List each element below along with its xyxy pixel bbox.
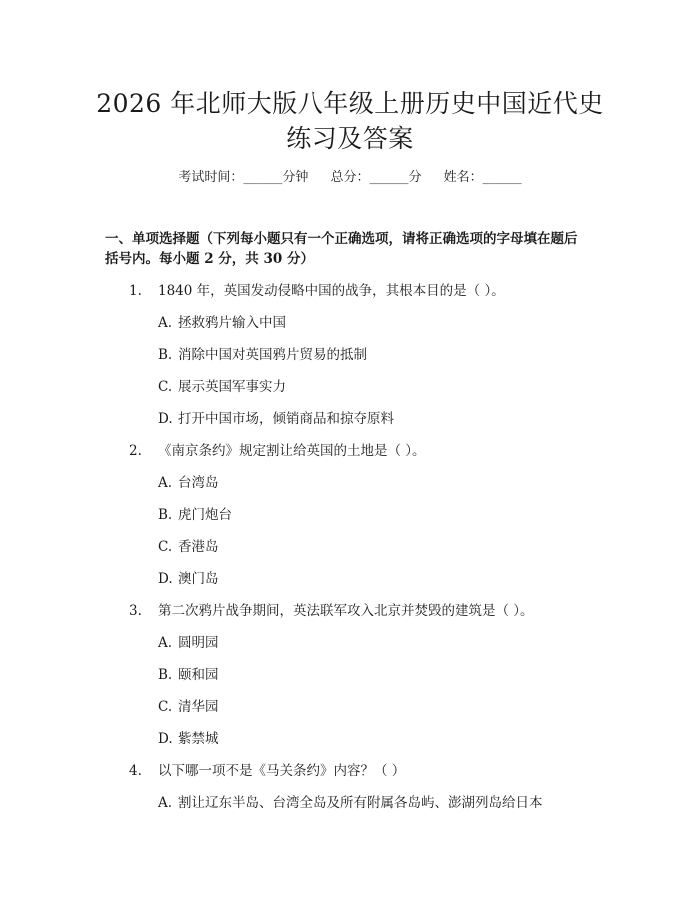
question-stem [0,755,700,787]
question-text: 第二次鸦片战争期间，英法联军攻入北京并焚毁的建筑是（ ）。 [158,603,534,619]
option-text: 台湾岛 [178,475,219,491]
question-number: 4. [129,763,142,779]
option-text: 紫禁城 [178,731,219,747]
question-number: 1. [129,283,142,299]
option-c [0,371,700,403]
option-c [0,691,700,723]
option-letter: B. [158,507,173,523]
option-letter: D. [158,411,173,427]
option-d [0,403,700,435]
question-stem [0,435,700,467]
option-letter: A. [158,635,173,651]
document-title-line-2: 练习及答案 [286,124,414,153]
question-3 [0,595,700,755]
option-text: 割让辽东半岛、台湾全岛及所有附属各岛屿、澎湖列岛给日本 [178,795,543,811]
question-1 [0,275,700,435]
option-b [0,499,700,531]
option-text: 圆明园 [178,635,219,651]
option-letter: D. [158,571,173,587]
option-a [0,627,700,659]
option-b [0,659,700,691]
option-letter: C. [158,379,173,395]
option-a [0,467,700,499]
option-text: 消除中国对英国鸦片贸易的抵制 [178,347,367,363]
question-number: 3. [129,603,142,619]
question-stem [0,595,700,627]
option-text: 虎门炮台 [178,507,232,523]
option-text: 拯救鸦片输入中国 [178,315,286,331]
student-name-field: 姓名：______ [443,170,522,185]
option-letter: C. [158,699,173,715]
question-number: 2. [129,443,142,459]
option-a [0,787,700,819]
option-text: 颐和园 [178,667,219,683]
section-heading-line-2: 括号内。每小题 2 分，共 30 分） [105,251,314,267]
question-text: 1840 年，英国发动侵略中国的战争，其根本目的是（ ）。 [158,283,505,299]
option-text: 打开中国市场，倾销商品和掠夺原料 [178,411,394,427]
document-title-line-1: 2026 年北师大版八年级上册历史中国近代史 [96,89,604,118]
option-letter: D. [158,731,173,747]
option-text: 清华园 [178,699,219,715]
option-c [0,531,700,563]
question-text: 以下哪一项不是《马关条约》内容？（ ） [158,763,406,779]
exam-time-field: 考试时间：______分钟 [178,170,309,185]
option-b [0,339,700,371]
total-score-field: 总分：______分 [330,170,422,185]
question-text: 《南京条约》规定割让给英国的土地是（ ）。 [158,443,426,459]
question-2 [0,435,700,595]
question-list [0,275,700,819]
section-heading [105,229,605,269]
question-4 [0,755,700,819]
option-letter: A. [158,475,173,491]
option-letter: B. [158,347,173,363]
option-letter: C. [158,539,173,555]
option-text: 展示英国军事实力 [178,379,286,395]
option-d [0,723,700,755]
option-letter: B. [158,667,173,683]
section-heading-line-1: 一、单项选择题（下列每小题只有一个正确选项，请将正确选项的字母填在题后 [105,231,578,247]
option-a [0,307,700,339]
option-letter: A. [158,795,173,811]
option-letter: A. [158,315,173,331]
question-stem [0,275,700,307]
option-text: 香港岛 [178,539,219,555]
option-text: 澳门岛 [178,571,219,587]
exam-info-row [0,168,700,188]
option-d [0,563,700,595]
